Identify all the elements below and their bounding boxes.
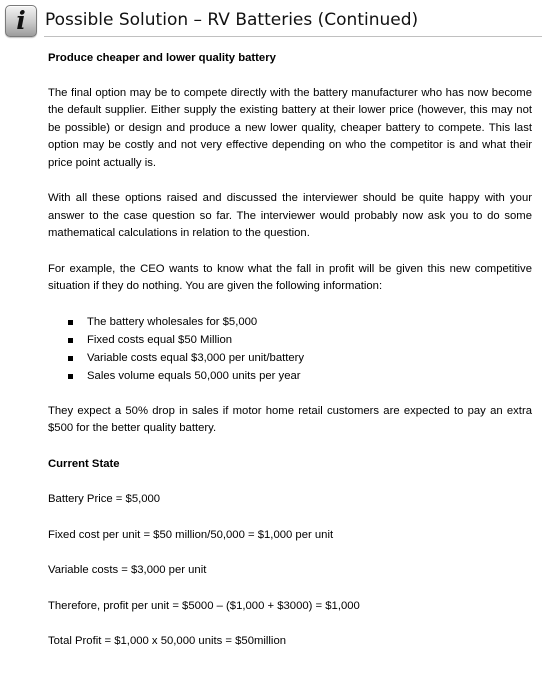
info-icon-letter: i: [16, 6, 26, 35]
calc-battery-price: Battery Price = $5,000: [48, 493, 161, 505]
document-body: [48, 50, 532, 651]
calc-total-profit: Total Profit = $1,000 x 50,000 units = $50million: [48, 635, 287, 647]
current-state-heading: Current State: [48, 457, 120, 470]
list-item: Sales volume equals 50,000 units per year: [68, 367, 532, 385]
current-state-section: [48, 456, 532, 651]
section-heading: Produce cheaper and lower quality battery: [48, 52, 276, 64]
paragraph-options-discussed: With all these options raised and discussed the interviewer should be quite happy with your answer to the case question so far. The interviewer would probably now ask you to do some mathematical calculations in relation to the question.: [48, 192, 532, 239]
paragraph-sales-drop: They expect a 50% drop in sales if motor home retail customers are expected to pay an extra $500 for the better quality battery.: [48, 404, 532, 434]
page-header: [0, 0, 556, 42]
title-divider: [44, 36, 542, 37]
page-title: Possible Solution – RV Batteries (Continued): [45, 10, 419, 30]
list-item: Variable costs equal $3,000 per unit/battery: [68, 349, 532, 367]
paragraph-final-option: The final option may be to compete directly with the battery manufacturer who has now become the default supplier. Either supply the existing battery at their lower price (however, this may not be possible) or design and produce a new lower quality, cheaper battery to compete. This last option may be costly and not very effective depending on who the competitor is and what their price point actually is.: [48, 86, 532, 169]
paragraph-example: For example, the CEO wants to know what the fall in profit will be given this new competitive situation if they do nothing. You are given the following information:: [48, 262, 532, 292]
calc-variable-cost: Variable costs = $3,000 per unit: [48, 564, 207, 576]
list-item: Fixed costs equal $50 Million: [68, 331, 532, 349]
info-icon: [5, 5, 37, 37]
list-item: The battery wholesales for $5,000: [68, 313, 532, 331]
calc-fixed-cost: Fixed cost per unit = $50 million/50,000 = $1,000 per unit: [48, 528, 334, 541]
calc-profit-per-unit: Therefore, profit per unit = $5000 – ($1,000 + $3000) = $1,000: [48, 599, 360, 612]
information-list: [48, 313, 532, 385]
